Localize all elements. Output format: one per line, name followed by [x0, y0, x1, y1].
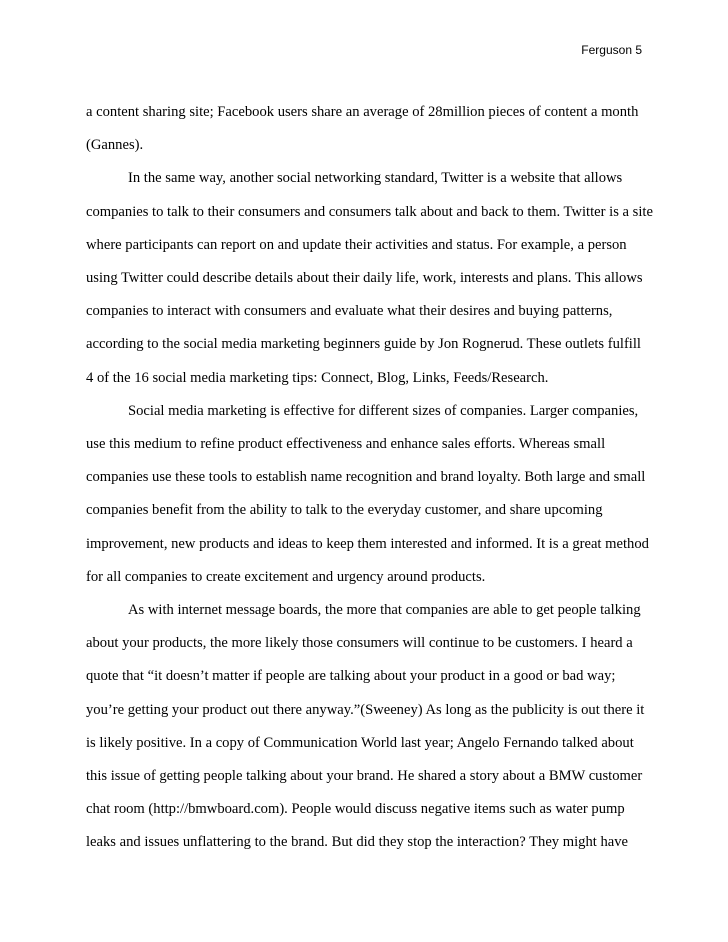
body-text-line: this issue of getting people talking about your brand. He shared a story about a BMW customer [86, 768, 643, 784]
running-head: Ferguson 5 [581, 43, 642, 57]
body-text-line: where participants can report on and update their activities and status. For example, a person [86, 236, 627, 253]
body-text-line: (Gannes). [86, 137, 144, 154]
body-text-line: you’re getting your product out there anyway.”(Sweeney) As long as the publicity is out there it [86, 701, 645, 718]
body-text-line: companies use these tools to establish name recognition and brand loyalty. Both large and small [86, 469, 646, 486]
body-text-line: companies benefit from the ability to talk to the everyday customer, and share upcoming [86, 502, 603, 519]
body-text-line: quote that “it doesn’t matter if people are talking about your product in a good or bad way; [86, 668, 616, 685]
body-text-line: using Twitter could describe details about their daily life, work, interests and plans. This allows [86, 270, 643, 286]
body-text-line: companies to talk to their consumers and consumers talk about and back to them. Twitter is a site [86, 203, 653, 220]
body-text-line: 4 of the 16 social media marketing tips: Connect, Blog, Links, Feeds/Research. [86, 369, 549, 386]
body-text-line: leaks and issues unflattering to the brand. But did they stop the interaction? They might have [86, 834, 629, 851]
body-text-line: use this medium to refine product effectiveness and enhance sales efforts. Whereas small [86, 436, 606, 452]
body-text-line: improvement, new products and ideas to keep them interested and informed. It is a great method [86, 535, 649, 552]
body-text-line: In the same way, another social networking standard, Twitter is a website that allows [128, 170, 623, 187]
body-text-line: is likely positive. In a copy of Communication World last year; Angelo Fernando talked about [86, 734, 634, 751]
body-text-line: Social media marketing is effective for different sizes of companies. Larger companies, [128, 402, 639, 419]
body-text-line: companies to interact with consumers and evaluate what their desires and buying patterns, [86, 303, 613, 320]
body-text-line: for all companies to create excitement and urgency around products. [86, 568, 486, 585]
body-text-line: chat room (http://bmwboard.com). People would discuss negative items such as water pump [86, 801, 625, 818]
body-text-line: a content sharing site; Facebook users share an average of 28million pieces of content a month [86, 104, 639, 120]
body-text-line: according to the social media marketing beginners guide by Jon Rognerud. These outlets fulfill [86, 336, 641, 353]
body-text-line: about your products, the more likely those consumers will continue to be customers. I heard a [86, 635, 633, 652]
body-text-line: As with internet message boards, the more that companies are able to get people talking [128, 602, 641, 618]
